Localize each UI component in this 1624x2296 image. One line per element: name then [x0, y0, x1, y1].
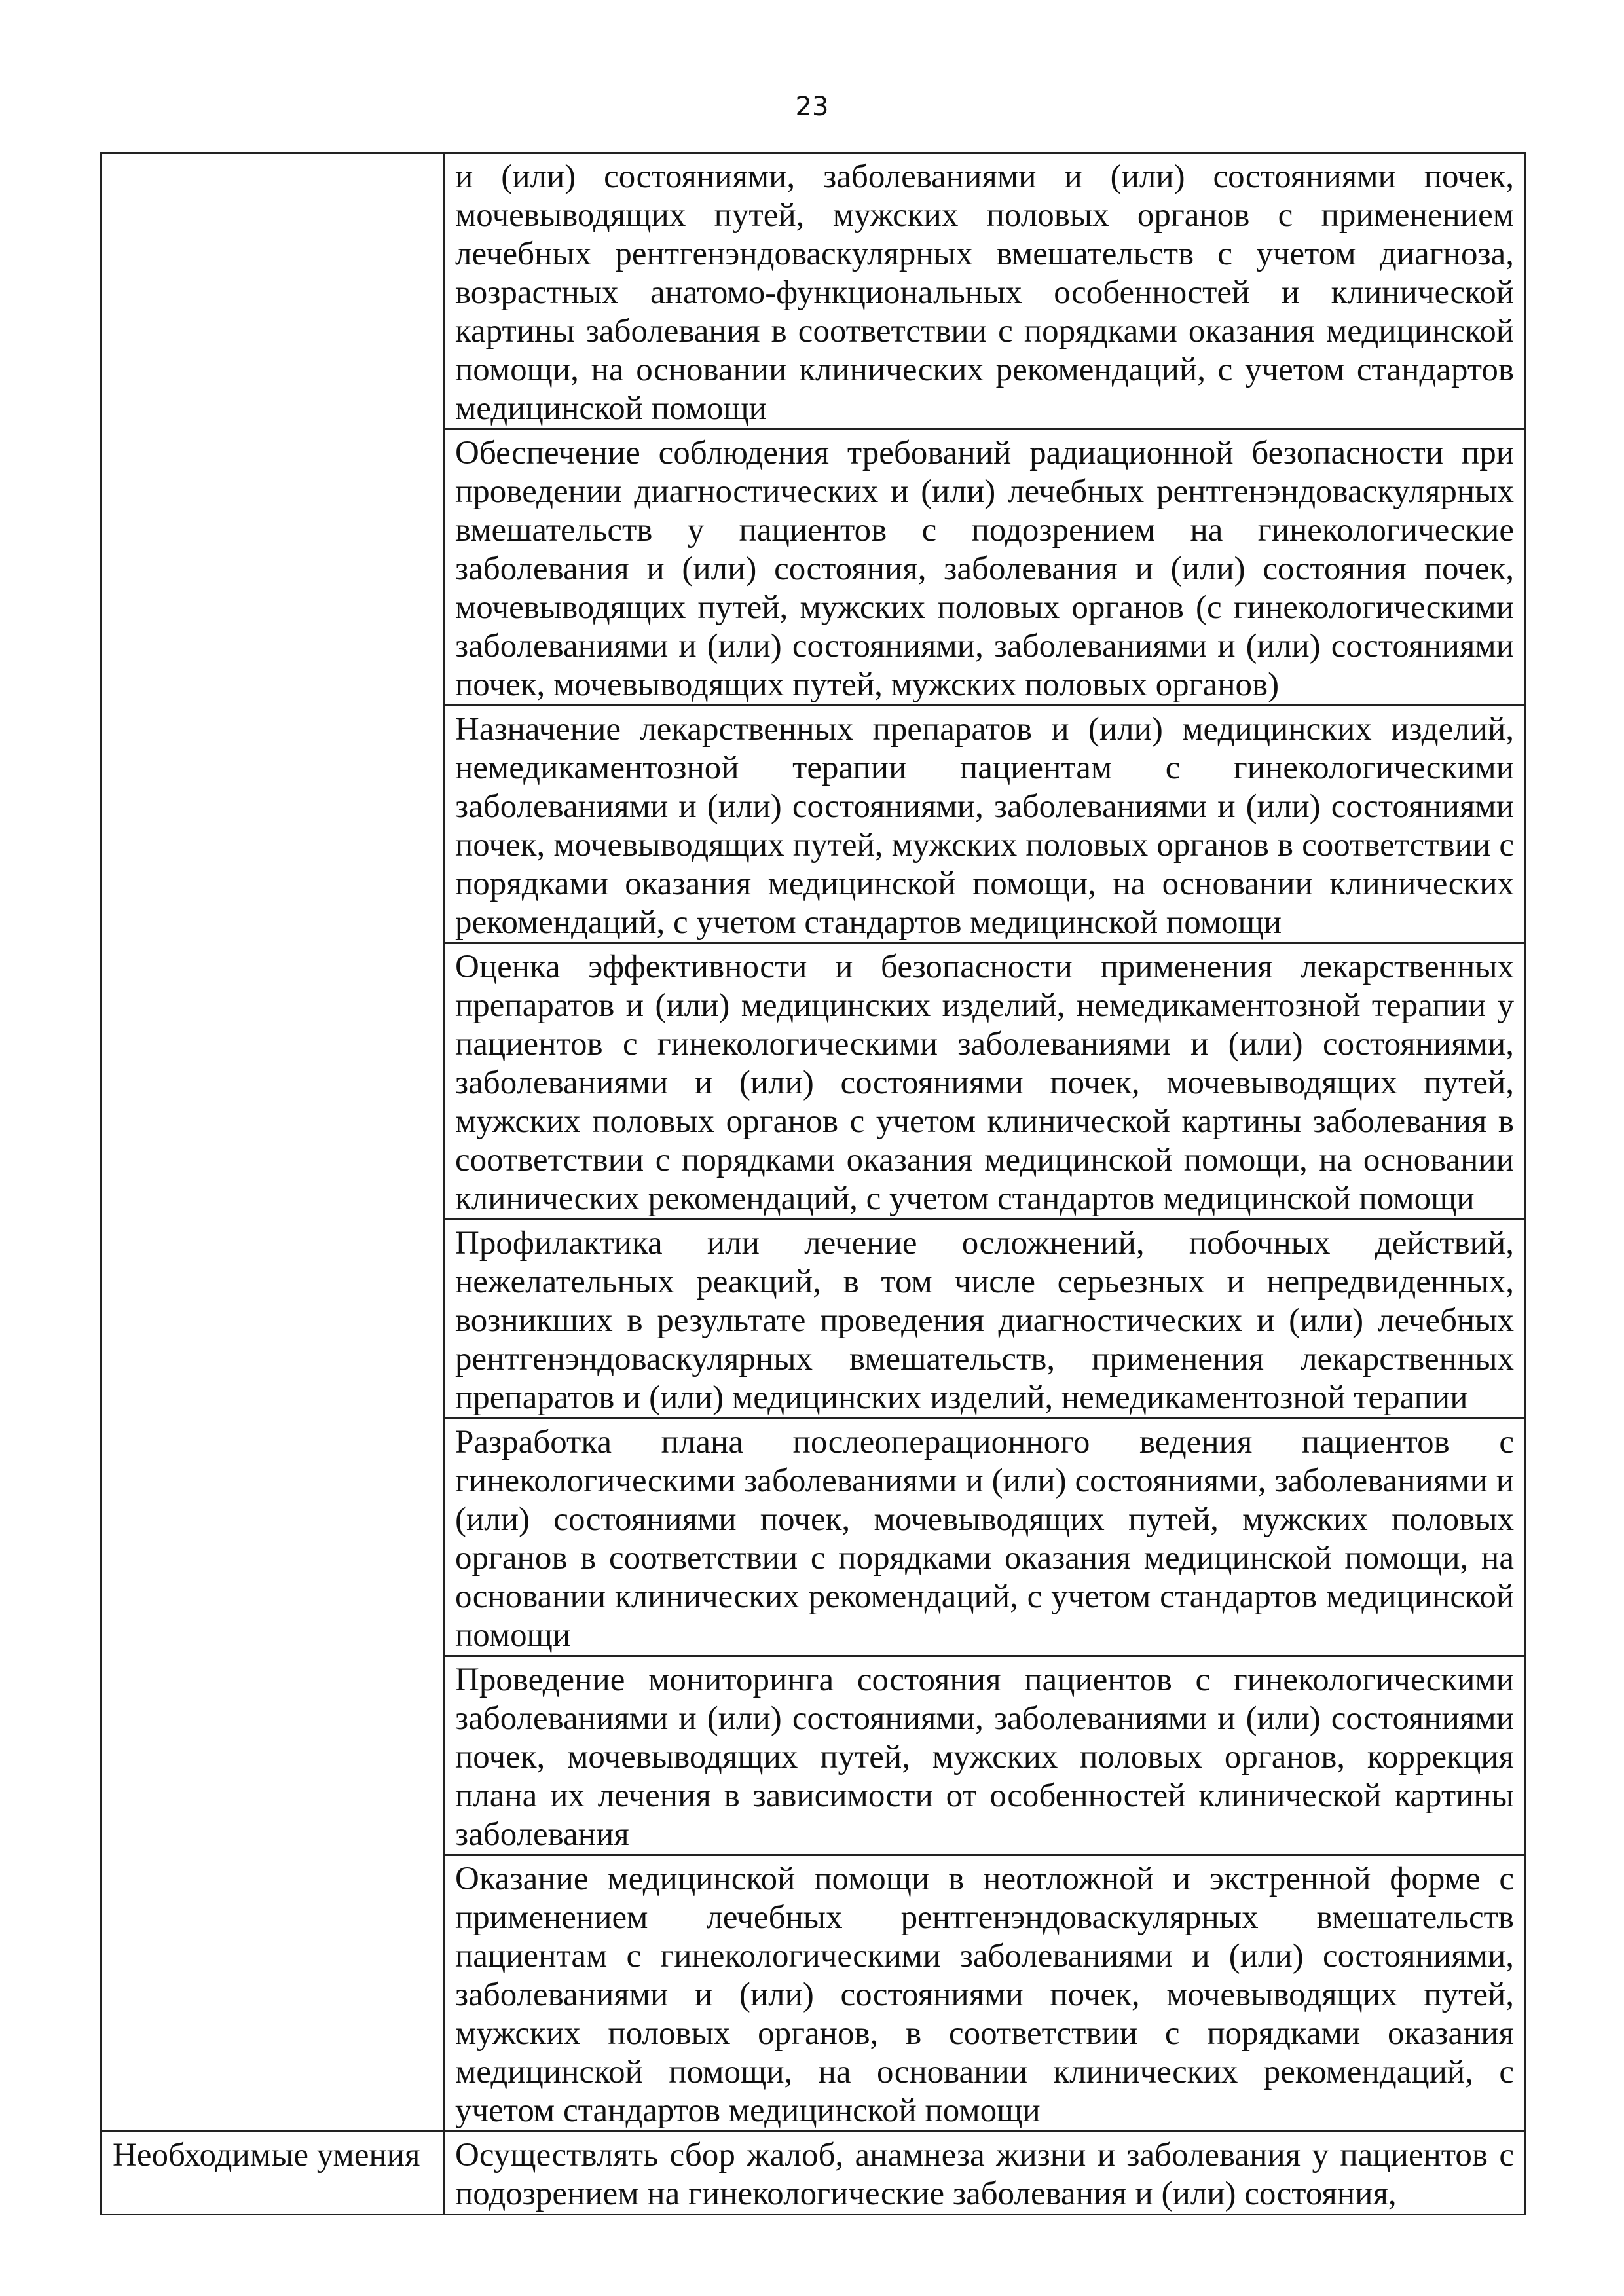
- table-row: [101, 2132, 1526, 2215]
- action-cell: Профилактика или лечение осложнений, побочных действий, нежелательных реакций, в том числе серьезных и непредвиденных, возникших в результате проведения диагностических и (или) лечебных рентгенэндоваскулярных вмешательств, применения лекарственных препаратов и (или) медицинских изделий, немедикаментозной терапии: [444, 1220, 1526, 1419]
- action-cell: Назначение лекарственных препаратов и (или) медицинских изделий, немедикаментозной терапии пациентам с гинекологическими заболеваниями и (или) состояниями, заболеваниями и (или) состояниями почек, мочевыводящих путей, мужских половых органов в соответствии с порядками оказания медицинской помощи, на основании клинических рекомендаций, с учетом стандартов медицинской помощи: [444, 706, 1526, 943]
- skill-cell: Осуществлять сбор жалоб, анамнеза жизни и заболевания у пациентов с подозрением на гинекологические заболевания и (или) состояния,: [444, 2132, 1526, 2215]
- skills-label-cell: Необходимые умения: [101, 2132, 444, 2215]
- action-cell: Проведение мониторинга состояния пациентов с гинекологическими заболеваниями и (или) состояниями, заболеваниями и (или) состояниями почек, мочевыводящих путей, мужских половых органов, коррекция плана их лечения в зависимости от особенностей клинической картины заболевания: [444, 1656, 1526, 1855]
- action-cell: Оказание медицинской помощи в неотложной и экстренной форме с применением лечебных рентгенэндоваскулярных вмешательств пациентам с гинекологическими заболеваниями и (или) состояниями, заболеваниями и (или) состояниями почек, мочевыводящих путей, мужских половых органов, в соответствии с порядками оказания медицинской помощи, на основании клинических рекомендаций, с учетом стандартов медицинской помощи: [444, 1855, 1526, 2132]
- action-cell: и (или) состояниями, заболеваниями и (или) состояниями почек, мочевыводящих путей, мужских половых органов с применением лечебных рентгенэндоваскулярных вмешательств с учетом диагноза, возрастных анатомо-функциональных особенностей и клинической картины заболевания в соответствии с порядками оказания медицинской помощи, на основании клинических рекомендаций, с учетом стандартов медицинской помощи: [444, 153, 1526, 429]
- action-cell: Обеспечение соблюдения требований радиационной безопасности при проведении диагностических и (или) лечебных рентгенэндоваскулярных вмешательств у пациентов с подозрением на гинекологические заболевания и (или) состояния, заболевания и (или) состояния почек, мочевыводящих путей, мужских половых органов (с гинекологическими заболеваниями и (или) состояниями, заболеваниями и (или) состояниями почек, мочевыводящих путей, мужских половых органов): [444, 429, 1526, 706]
- action-cell: Разработка плана послеоперационного ведения пациентов с гинекологическими заболеваниями и (или) состояниями, заболеваниями и (или) состояниями почек, мочевыводящих путей, мужских половых органов в соответствии с порядками оказания медицинской помощи, на основании клинических рекомендаций, с учетом стандартов медицинской помощи: [444, 1419, 1526, 1656]
- section-label-cell: [101, 153, 444, 2132]
- page-number: 23: [795, 92, 829, 122]
- table-row: [101, 153, 1526, 429]
- requirements-table: [100, 152, 1526, 2215]
- action-cell: Оценка эффективности и безопасности применения лекарственных препаратов и (или) медицинских изделий, немедикаментозной терапии у пациентов с гинекологическими заболеваниями и (или) состояниями, заболеваниями и (или) состояниями почек, мочевыводящих путей, мужских половых органов с учетом клинической картины заболевания в соответствии с порядками оказания медицинской помощи, на основании клинических рекомендаций, с учетом стандартов медицинской помощи: [444, 943, 1526, 1220]
